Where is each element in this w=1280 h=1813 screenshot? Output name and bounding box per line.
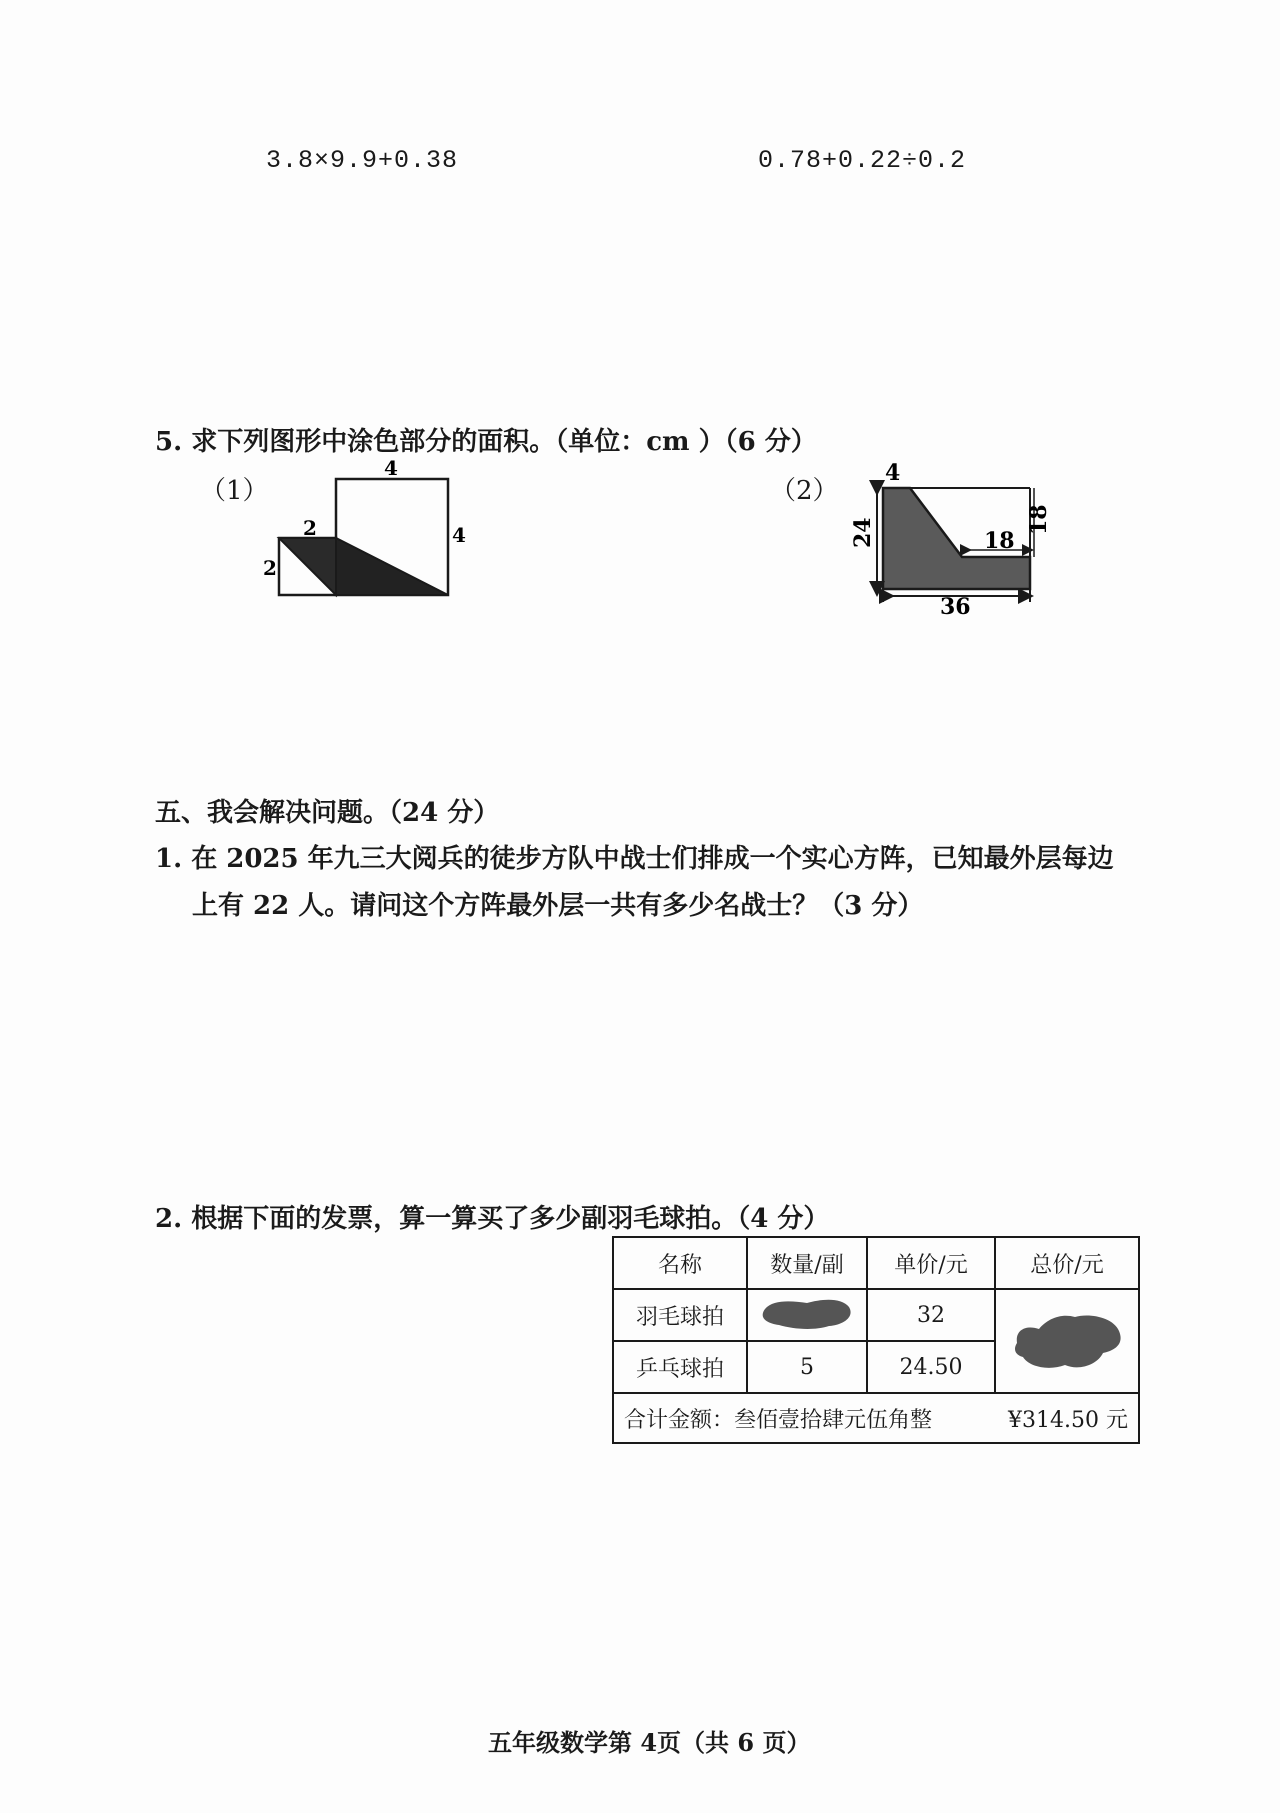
total-amount-value: ¥314.50 元 bbox=[1008, 1407, 1128, 1433]
fig1-top-label: 4 bbox=[384, 456, 398, 480]
invoice-header-row bbox=[613, 1237, 1139, 1289]
fig2-left-label: 24 bbox=[850, 517, 876, 548]
invoice-total-cell bbox=[613, 1393, 1139, 1443]
fig1-small-left-label: 2 bbox=[263, 556, 277, 580]
invoice-total-row bbox=[613, 1393, 1139, 1443]
expression-left: 3.8×9.9+0.38 bbox=[266, 146, 459, 175]
fig1-label: （1） bbox=[200, 476, 269, 506]
total-price-obscured bbox=[995, 1289, 1139, 1393]
header-qty: 数量/副 bbox=[747, 1237, 867, 1289]
fig2-inner-label: 18 bbox=[984, 528, 1015, 554]
fig1-right-label: 4 bbox=[452, 523, 466, 547]
fig2-top-label: 4 bbox=[885, 460, 901, 486]
figure-2 bbox=[850, 452, 1075, 620]
row2-price: 24.50 bbox=[867, 1341, 995, 1393]
q5-text: 5. 求下列图形中涂色部分的面积。（单位：cm ）（6 分） bbox=[155, 427, 817, 457]
problem-1-line-2: 上有 22 人。请问这个方阵最外层一共有多少名战士？（3 分） bbox=[192, 891, 924, 921]
fig2-label: （2） bbox=[770, 476, 839, 506]
ink-blot-icon bbox=[759, 1295, 855, 1335]
row1-qty-obscured bbox=[747, 1289, 867, 1341]
fig2-bottom-label: 36 bbox=[940, 594, 971, 620]
section-heading: 五、我会解决问题。（24 分） bbox=[155, 798, 500, 828]
row1-price: 32 bbox=[867, 1289, 995, 1341]
fig1-small-top-label: 2 bbox=[303, 516, 317, 540]
header-total-price: 总价/元 bbox=[995, 1237, 1139, 1289]
row2-name: 乒乓球拍 bbox=[613, 1341, 747, 1393]
invoice-table bbox=[612, 1236, 1140, 1444]
row2-qty: 5 bbox=[747, 1341, 867, 1393]
fig2-right-label: 18 bbox=[1026, 504, 1052, 535]
header-unit-price: 单价/元 bbox=[867, 1237, 995, 1289]
ink-blot-icon bbox=[1009, 1309, 1125, 1373]
header-name: 名称 bbox=[613, 1237, 747, 1289]
total-amount-words: 合计金额：叁佰壹拾肆元伍角整 bbox=[624, 1407, 933, 1433]
problem-2-text: 2. 根据下面的发票，算一算买了多少副羽毛球拍。（4 分） bbox=[155, 1204, 830, 1234]
page-footer: 五年级数学第 4页（共 6 页） bbox=[488, 1728, 811, 1757]
row1-name: 羽毛球拍 bbox=[613, 1289, 747, 1341]
figure-1 bbox=[250, 456, 480, 602]
expression-right: 0.78+0.22÷0.2 bbox=[758, 146, 967, 175]
invoice-row-badminton bbox=[613, 1289, 1139, 1341]
problem-1-line-1: 1. 在 2025 年九三大阅兵的徒步方队中战士们排成一个实心方阵，已知最外层每边 bbox=[155, 844, 1114, 874]
